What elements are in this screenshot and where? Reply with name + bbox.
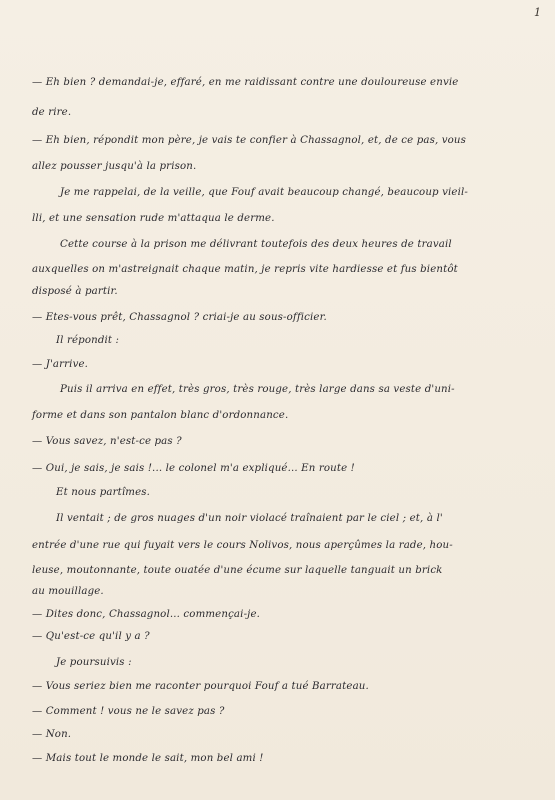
text-line: — Oui, je sais, je sais !... le colonel m'a expliqué... En route ! (32, 463, 355, 474)
text-line: Il ventait ; de gros nuages d'un noir violacé traînaient par le ciel ; et, à l' (56, 513, 443, 524)
text-line: auxquelles on m'astreignait chaque matin, je repris vite hardiesse et fus bientôt (32, 264, 458, 275)
text-line: Et nous partîmes. (56, 487, 151, 498)
text-line: allez pousser jusqu'à la prison. (32, 161, 197, 172)
text-line: — Etes-vous prêt, Chassagnol ? criai-je au sous-officier. (32, 312, 327, 323)
text-line: — Qu'est-ce qu'il y a ? (32, 631, 150, 642)
text-line: lli, et une sensation rude m'attaqua le derme. (32, 213, 275, 224)
text-line: disposé à partir. (32, 286, 118, 297)
text-line: de rire. (32, 107, 72, 118)
text-line: Cette course à la prison me délivrant toutefois des deux heures de travail (60, 239, 452, 250)
text-line: — Vous savez, n'est-ce pas ? (32, 436, 182, 447)
text-line: — Non. (32, 729, 72, 740)
text-line: — J'arrive. (32, 359, 89, 370)
text-line: Puis il arriva en effet, très gros, très rouge, très large dans sa veste d'uni- (60, 384, 455, 395)
text-line: Il répondit : (56, 335, 120, 346)
text-line: Je poursuivis : (56, 657, 132, 668)
text-line: entrée d'une rue qui fuyait vers le cours Nolivos, nous aperçûmes la rade, hou- (32, 540, 453, 551)
text-line: — Vous seriez bien me raconter pourquoi Fouf a tué Barrateau. (32, 681, 369, 692)
text-line: — Dites donc, Chassagnol... commençai-je. (32, 609, 261, 620)
text-line: — Eh bien, répondit mon père, je vais te confier à Chassagnol, et, de ce pas, vous (32, 135, 467, 146)
text-line: Je me rappelai, de la veille, que Fouf avait beaucoup changé, beaucoup vieil- (60, 187, 469, 198)
text-line: forme et dans son pantalon blanc d'ordonnance. (32, 410, 289, 421)
text-line: — Mais tout le monde le sait, mon bel ami ! (32, 753, 264, 764)
text-line: — Comment ! vous ne le savez pas ? (32, 706, 225, 717)
text-line: leuse, moutonnante, toute ouatée d'une écume sur laquelle tanguait un brick (32, 565, 443, 576)
text-line: — Eh bien ? demandai-je, effaré, en me raidissant contre une douloureuse envie (32, 77, 459, 88)
page-number: 1 (534, 6, 541, 19)
text-line: au mouillage. (32, 586, 104, 597)
